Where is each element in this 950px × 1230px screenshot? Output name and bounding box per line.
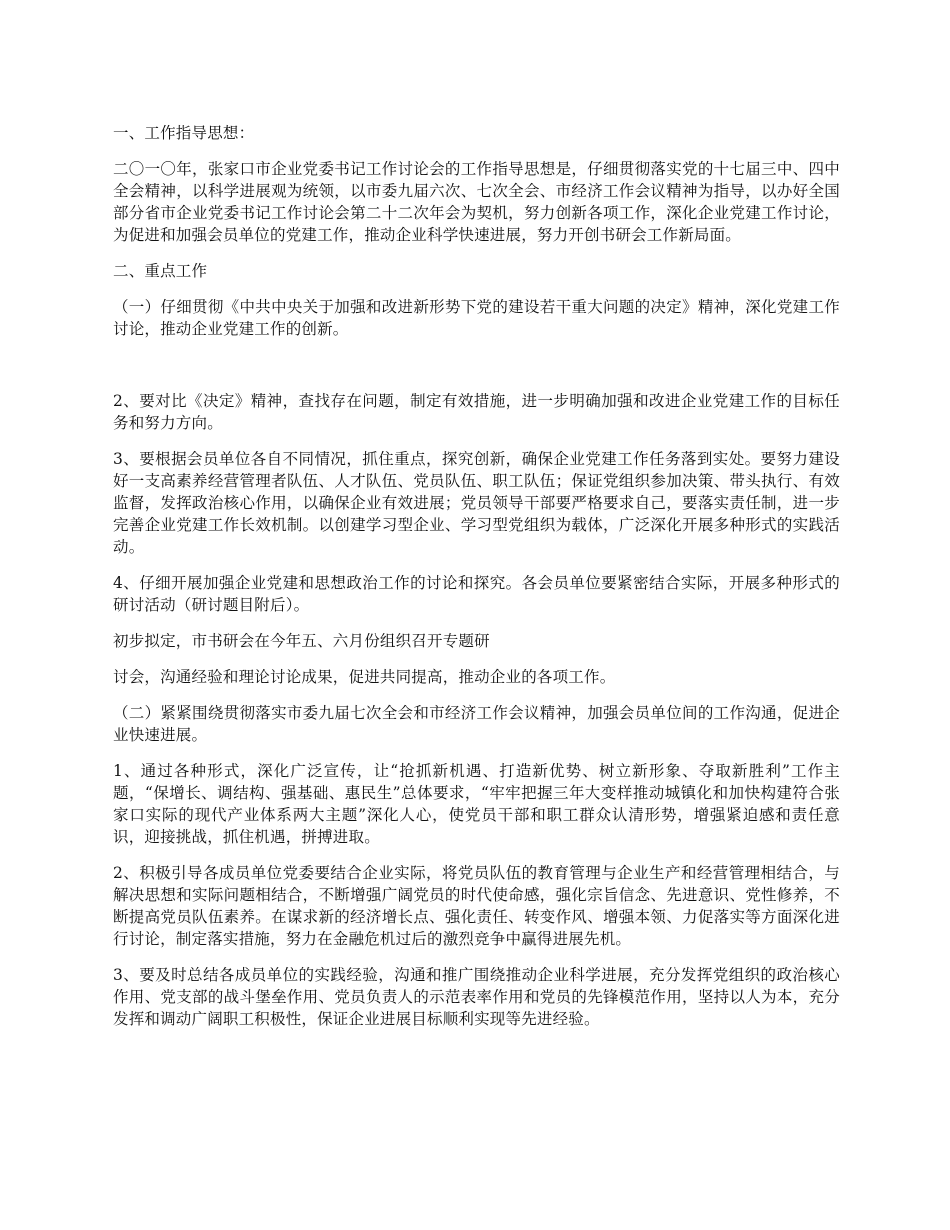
paragraph-preliminary: 初步拟定，市书研会在今年五、六月份组织召开专题研 — [113, 632, 490, 650]
paragraph-s2-item-2: 2、积极引导各成员单位党委要结合企业实际，将党员队伍的教育管理与企业生产和经营管理相结合，与解决思想和实际问题相结合，不断增强广阔党员的时代使命感，强化宗旨信念、先进意识、党性修养，不断提高党员队伍素养。在谋求新的经济增长点、强化责任、转变作风、增强本领、力促落实等方面深化进行讨论，制定落实措施，努力在金融危机过后的激烈竞争中赢得进展先机。 — [113, 864, 840, 948]
paragraph-item-3: 3、要根据会员单位各自不同情况，抓住重点，探究创新，确保企业党建工作任务落到实处。要努力建设好一支高素养经营管理者队伍、人才队伍、党员队伍、职工队伍；保证党组织参加决策、带头执行、有效监督，发挥政治核心作用，以确保企业有效进展；党员领导干部要严格要求自己，要落实责任制，进一步完善企业党建工作长效机制。以创建学习型企业、学习型党组织为载体，广泛深化开展多种形式的实践活动。 — [113, 450, 840, 556]
paragraph-item-2: 2、要对比《决定》精神，查找存在问题，制定有效措施，进一步明确加强和改进企业党建工作的目标任务和努力方向。 — [113, 392, 840, 432]
document-body — [113, 122, 840, 1044]
paragraph-guiding-ideology: 二〇一〇年，张家口市企业党委书记工作讨论会的工作指导思想是，仔细贯彻落实党的十七届三中、四中全会精神，以科学进展观为统领，以市委九届六次、七次全会、市经济工作会议精神为指导，以办好全国部分省市企业党委书记工作讨论会第二十二次年会为契机，努力创新各项工作，深化企业党建工作讨论，为促进和加强会员单位的党建工作，推动企业科学快速进展，努力开创书研会工作新局面。 — [113, 160, 840, 244]
paragraph-s2-item-3: 3、要及时总结各成员单位的实践经验，沟通和推广围绕推动企业科学进展，充分发挥党组织的政治核心作用、党支部的战斗堡垒作用、党员负责人的示范表率作用和党员的先锋模范作用，坚持以人为本，充分发挥和调动广阔职工积极性，保证企业进展目标顺利实现等先进经验。 — [113, 966, 840, 1028]
subheading-section-1: （一）仔细贯彻《中共中央关于加强和改进新形势下党的建设若干重大问题的决定》精神，深化党建工作讨论，推动企业党建工作的创新。 — [113, 298, 840, 338]
heading-key-work: 二、重点工作 — [113, 262, 208, 280]
paragraph-item-4: 4、仔细开展加强企业党建和思想政治工作的讨论和探究。各会员单位要紧密结合实际，开展多种形式的研讨活动（研讨题目附后）。 — [113, 574, 840, 614]
paragraph-seminar: 讨会，沟通经验和理论讨论成果，促进共同提高，推动企业的各项工作。 — [113, 668, 616, 686]
heading-guiding-ideology: 一、工作指导思想： — [113, 124, 255, 142]
paragraph-s2-item-1: 1、通过各种形式，深化广泛宣传，让“抢抓新机遇、打造新优势、树立新形象、夺取新胜利”工作主题，“保增长、调结构、强基础、惠民生”总体要求，“牢牢把握三年大变样推动城镇化和加快构建符合张家口实际的现代产业体系两大主题”深化人心，使党员干部和职工群众认清形势，增强紧迫感和责任意识，迎接挑战，抓住机遇，拼搏进取。 — [113, 762, 840, 846]
subheading-section-2: （二）紧紧围绕贯彻落实市委九届七次全会和市经济工作会议精神，加强会员单位间的工作沟通，促进企业快速进展。 — [113, 704, 840, 744]
blank-gap — [113, 354, 840, 390]
